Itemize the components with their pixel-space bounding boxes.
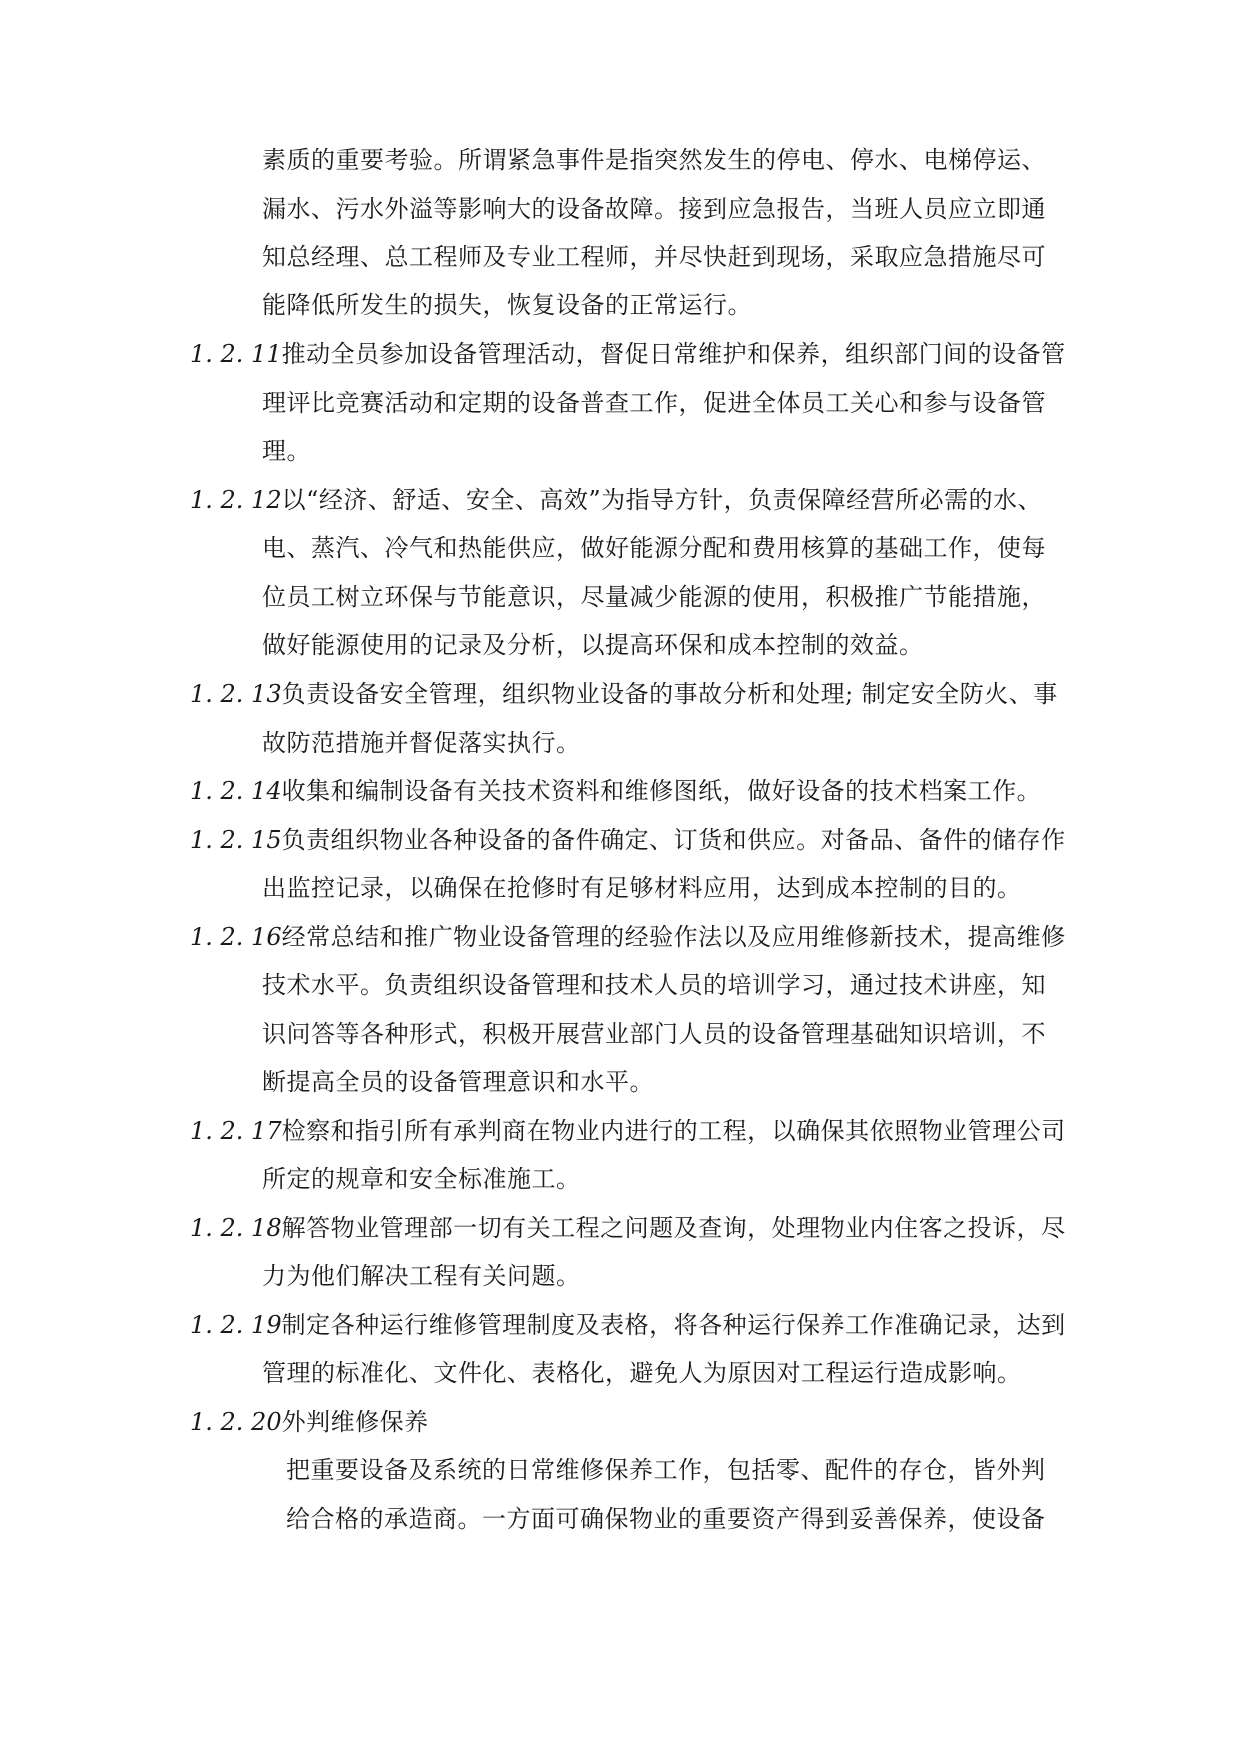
item-1-2-14 <box>190 777 1041 805</box>
paragraph-line: 给合格的承造商。一方面可确保物业的重要资产得到妥善保养，使设备 <box>286 1505 1046 1533</box>
item-line: 出监控记录，以确保在抢修时有足够材料应用，达到成本控制的目的。 <box>262 874 1022 902</box>
item-number: 1. 2. 16 <box>190 923 282 951</box>
item-number: 1. 2. 17 <box>190 1117 282 1145</box>
item-1-2-18 <box>190 1214 1066 1242</box>
item-line: 管理的标准化、文件化、表格化，避免人为原因对工程运行造成影响。 <box>262 1359 1022 1387</box>
item-1-2-20 <box>190 1408 429 1436</box>
item-1-2-12 <box>190 486 1042 514</box>
item-line: 位员工树立环保与节能意识，尽量减少能源的使用，积极推广节能措施， <box>262 583 1046 611</box>
item-number: 1. 2. 11 <box>190 340 282 368</box>
item-text: 收集和编制设备有关技术资料和维修图纸，做好设备的技术档案工作。 <box>281 777 1042 805</box>
item-number: 1. 2. 19 <box>190 1311 282 1339</box>
item-1-2-16 <box>190 923 1066 951</box>
item-1-2-13 <box>190 680 1058 708</box>
continuation-line: 素质的重要考验。所谓紧急事件是指突然发生的停电、停水、电梯停运、 <box>262 146 1046 174</box>
item-text: 负责组织物业各种设备的备件确定、订货和供应。对备品、备件的储存作 <box>281 826 1066 854</box>
item-text: 负责设备安全管理，组织物业设备的事故分析和处理; 制定安全防火、事 <box>281 680 1058 708</box>
item-line: 故防范措施并督促落实执行。 <box>262 729 581 757</box>
item-text: 经常总结和推广物业设备管理的经验作法以及应用维修新技术，提高维修 <box>281 923 1066 951</box>
item-line: 所定的规章和安全标准施工。 <box>262 1165 581 1193</box>
item-number: 1. 2. 15 <box>190 826 282 854</box>
item-1-2-11 <box>190 340 1066 368</box>
item-line: 理评比竞赛活动和定期的设备普查工作，促进全体员工关心和参与设备管 <box>262 389 1046 417</box>
item-number: 1. 2. 14 <box>190 777 282 805</box>
item-text: 解答物业管理部一切有关工程之问题及查询，处理物业内住客之投诉，尽 <box>281 1214 1066 1242</box>
item-text: 制定各种运行维修管理制度及表格，将各种运行保养工作准确记录，达到 <box>281 1311 1066 1339</box>
item-line: 识问答等各种形式，积极开展营业部门人员的设备管理基础知识培训，不 <box>262 1020 1046 1048</box>
item-number: 1. 2. 20 <box>190 1408 282 1436</box>
continuation-line: 能降低所发生的损失，恢复设备的正常运行。 <box>262 291 752 319</box>
item-number: 1. 2. 18 <box>190 1214 282 1242</box>
item-text: 外判维修保养 <box>281 1408 429 1436</box>
continuation-line: 知总经理、总工程师及专业工程师，并尽快赶到现场，采取应急措施尽可 <box>262 243 1046 271</box>
item-line: 做好能源使用的记录及分析，以提高环保和成本控制的效益。 <box>262 631 924 659</box>
item-line: 技术水平。负责组织设备管理和技术人员的培训学习，通过技术讲座，知 <box>262 971 1046 999</box>
item-line: 电、蒸汽、冷气和热能供应，做好能源分配和费用核算的基础工作，使每 <box>262 534 1046 562</box>
item-text: 检察和指引所有承判商在物业内进行的工程，以确保其依照物业管理公司 <box>281 1117 1066 1145</box>
item-number: 1. 2. 13 <box>190 680 282 708</box>
item-1-2-15 <box>190 826 1066 854</box>
item-number: 1. 2. 12 <box>190 486 282 514</box>
continuation-line: 漏水、污水外溢等影响大的设备故障。接到应急报告，当班人员应立即通 <box>262 195 1046 223</box>
item-line: 断提高全员的设备管理意识和水平。 <box>262 1068 654 1096</box>
item-line: 理。 <box>262 437 311 465</box>
item-1-2-17 <box>190 1117 1066 1145</box>
item-1-2-19 <box>190 1311 1066 1339</box>
item-text: 推动全员参加设备管理活动，督促日常维护和保养，组织部门间的设备管 <box>281 340 1066 368</box>
paragraph-line: 把重要设备及系统的日常维修保养工作，包括零、配件的存仓，皆外判 <box>286 1456 1046 1484</box>
item-text: 以“经济、舒适、安全、高效”为指导方针，负责保障经营所必需的水、 <box>281 486 1043 514</box>
item-line: 力为他们解决工程有关问题。 <box>262 1262 581 1290</box>
